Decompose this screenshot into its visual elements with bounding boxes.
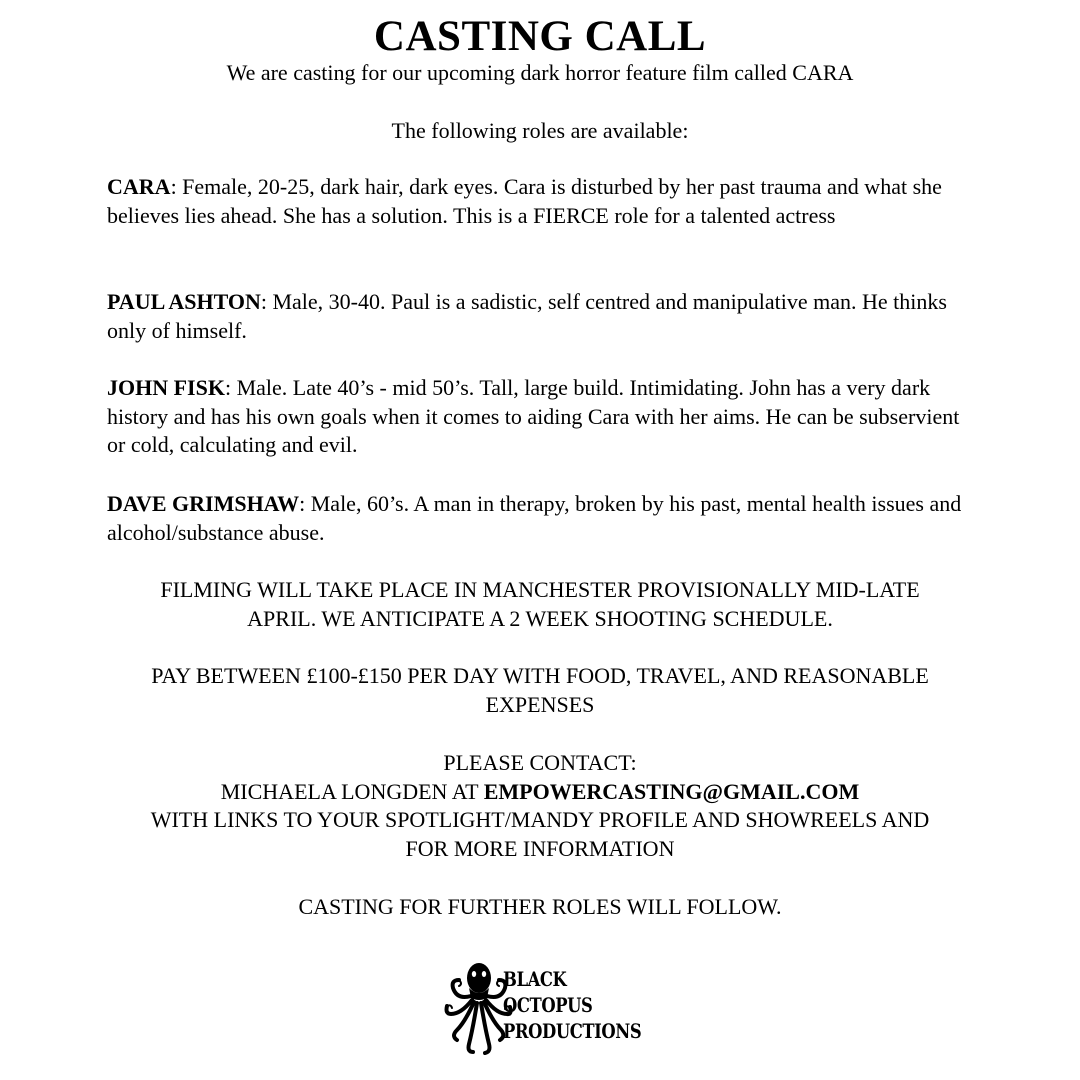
role-dave-grimshaw bbox=[107, 490, 977, 547]
pay-line-1: PAY BETWEEN £100-£150 PER DAY WITH FOOD, TRAVEL, AND REASONABLE bbox=[151, 663, 929, 688]
contact-line-4: FOR MORE INFORMATION bbox=[405, 836, 675, 862]
filming-line-2: APRIL. WE ANTICIPATE A 2 WEEK SHOOTING SCHEDULE. bbox=[247, 605, 833, 631]
role-description: : Female, 20-25, dark hair, dark eyes. Cara is disturbed by her past trauma and what she believes lies ahead. She has a solution. This is a FIERCE role for a talented actress bbox=[107, 174, 942, 228]
logo-wordmark bbox=[503, 966, 641, 1044]
role-description: : Male. Late 40’s - mid 50’s. Tall, large build. Intimidating. John has a very dark history and has his own goals when it comes to aiding Cara with her aims. He can be subservient or cold, calculating and evil. bbox=[107, 375, 960, 458]
roles-intro: The following roles are available: bbox=[391, 118, 689, 143]
role-john-fisk bbox=[107, 374, 977, 460]
filming-line-1: FILMING WILL TAKE PLACE IN MANCHESTER PROVISIONALLY MID-LATE bbox=[160, 577, 920, 602]
logo-line-3: PRODUCTIONS bbox=[503, 1019, 642, 1043]
subtitle: We are casting for our upcoming dark horror feature film called CARA bbox=[226, 60, 854, 85]
contact-heading: PLEASE CONTACT: bbox=[443, 750, 637, 775]
role-cara bbox=[107, 173, 977, 230]
role-name: DAVE GRIMSHAW bbox=[107, 491, 300, 516]
contact-email-link[interactable]: EMPOWERCASTING@GMAIL.COM bbox=[483, 778, 860, 804]
logo-line-1: BLACK bbox=[503, 967, 567, 991]
role-description: : Male, 30-40. Paul is a sadistic, self centred and manipulative man. He thinks only of himself. bbox=[107, 289, 947, 343]
role-name: JOHN FISK bbox=[107, 375, 225, 400]
contact-name: MICHAELA LONGDEN AT bbox=[220, 778, 484, 804]
contact-line-3: WITH LINKS TO YOUR SPOTLIGHT/MANDY PROFILE AND SHOWREELS AND bbox=[150, 807, 930, 833]
page-title: CASTING CALL bbox=[373, 13, 707, 60]
role-name: CARA bbox=[107, 174, 171, 199]
pay-info bbox=[100, 662, 980, 719]
contact-info bbox=[100, 749, 980, 864]
company-logo bbox=[443, 958, 643, 1058]
pay-line-2: EXPENSES bbox=[485, 691, 595, 717]
role-paul-ashton bbox=[107, 288, 977, 345]
role-description: : Male, 60’s. A man in therapy, broken by his past, mental health issues and alcohol/substance abuse. bbox=[107, 491, 962, 545]
role-name: PAUL ASHTON bbox=[107, 289, 261, 314]
logo-line-2: OCTOPUS bbox=[503, 993, 593, 1017]
contact-name-line bbox=[100, 778, 980, 807]
filming-info bbox=[100, 576, 980, 633]
follow-up-note: CASTING FOR FURTHER ROLES WILL FOLLOW. bbox=[298, 894, 782, 919]
